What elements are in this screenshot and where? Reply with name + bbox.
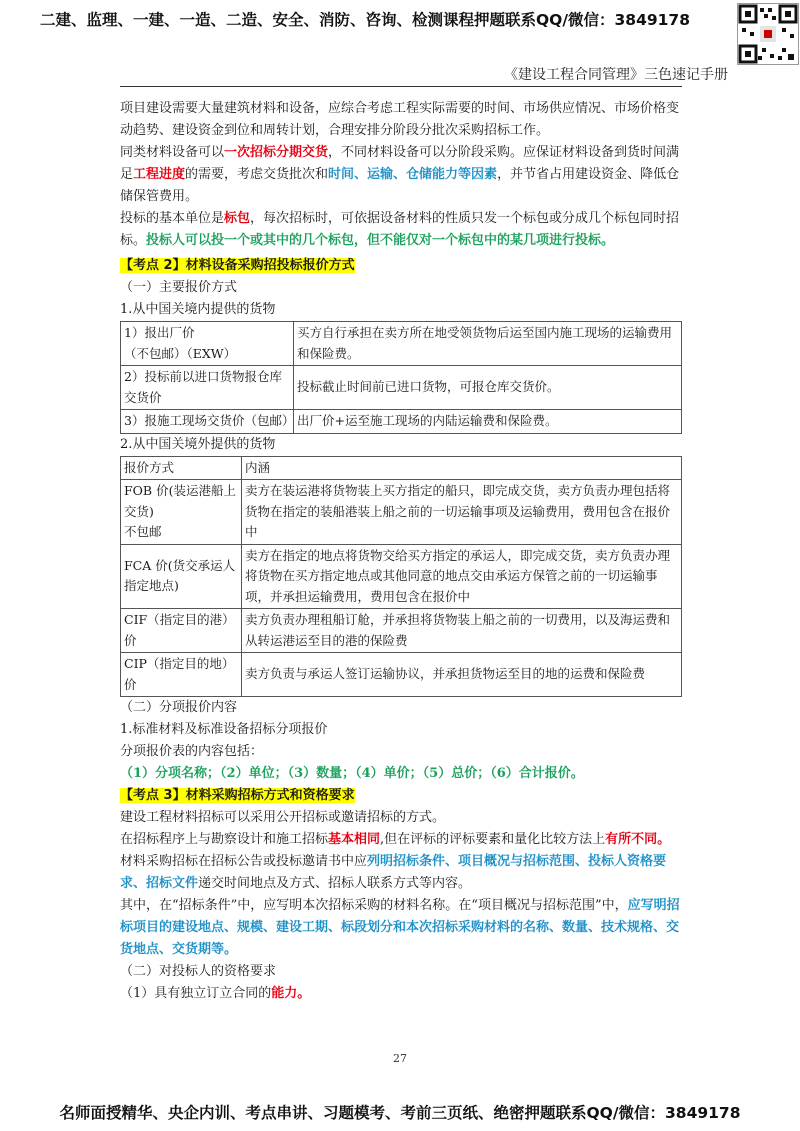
table-cell: FOB 价(装运港船上交货) 不包邮	[121, 480, 242, 545]
table-cell: 1）报出厂价 （不包邮）（EXW）	[121, 322, 294, 366]
page-number: 27	[393, 1052, 407, 1065]
table-cell: 3）报施工现场交货价（包邮）	[121, 410, 294, 434]
subheading-itemized-quote: （二）分项报价内容	[120, 700, 238, 715]
section-heading-3: 【考点 3】材料采购招标方式和资格要求	[120, 788, 355, 803]
table-cell: 2）投标前以进口货物报仓库交货价	[121, 366, 294, 410]
foreign-quote-table	[120, 456, 682, 698]
page-content	[120, 98, 682, 1005]
table-row	[121, 410, 682, 434]
table-header-cell: 报价方式	[121, 456, 242, 480]
table-cell: 出厂价+运至施工现场的内陆运输费和保险费。	[294, 410, 682, 434]
table-cell: CIP（指定目的地）价	[121, 653, 242, 697]
subsection-domestic-goods: 1.从中国关境内提供的货物	[120, 302, 276, 317]
table-row	[121, 653, 682, 697]
table-cell: CIF（指定目的港）价	[121, 609, 242, 653]
table-cell: 买方自行承担在卖方所在地受领货物后运至国内施工现场的运输费用和保险费。	[294, 322, 682, 366]
paragraph-tender-methods: 建设工程材料招标可以采用公开招标或邀请招标的方式。	[120, 810, 446, 825]
table-cell: 卖方负责办理租船订舱，并承担将货物装上船之前的一切费用，以及海运费和从转运港运至目的港的保险费	[242, 609, 682, 653]
table-cell: 投标截止时间前已进口货物，可报仓库交货价。	[294, 366, 682, 410]
item-independent-contract-capacity: （1）具有独立订立合同的能力。	[120, 986, 311, 1001]
qr-code-icon	[737, 3, 799, 65]
paragraph-tender-conditions: 其中，在“招标条件”中，应写明本次招标采购的材料名称。在“项目概况与招标范围”中，应写明招标项目的建设地点、规模、建设工期、标段划分和本次招标采购材料的名称、数量、技术规格、交货地点、交货期等。	[120, 898, 680, 957]
table-row	[121, 322, 682, 366]
subheading-main-quote-methods: （一）主要报价方式	[120, 280, 238, 295]
table-row	[121, 366, 682, 410]
paragraph-announcement-contents: 材料采购招标在招标公告或投标邀请书中应列明招标条件、项目概况与招标范围、投标人资格要求、招标文件递交时间地点及方式、招标人联系方式等内容。	[120, 854, 667, 891]
table-header-row	[121, 456, 682, 480]
paragraph-procurement-plan: 项目建设需要大量建筑材料和设备，应综合考虑工程实际需要的时间、市场供应情况、市场价格变动趋势、建设资金到位和周转计划，合理安排分阶段分批次采购招标工作。	[120, 101, 680, 138]
item-quote-table-contents: 分项报价表的内容包括：	[120, 744, 264, 759]
table-cell: 卖方在装运港将货物装上买方指定的船只，即完成交货，卖方负责办理包括将货物在指定的装船港装上船之前的一切运输事项及运输费用，费用包含在报价中	[242, 480, 682, 545]
book-title: 《建设工程合同管理》三色速记手册	[504, 67, 728, 83]
table-row	[121, 609, 682, 653]
table-header-cell: 内涵	[242, 456, 682, 480]
table-cell: 卖方在指定的地点将货物交给买方指定的承运人，即完成交货，卖方负责办理将货物在买方指定地点或其他同意的地点交由承运方保管之前的一切运输事项，并承担运输费用，费用包含在报价中	[242, 544, 682, 609]
top-contact-banner: 二建、监理、一建、一造、二造、安全、消防、咨询、检测课程押题联系QQ/微信：3849178	[39, 11, 690, 29]
paragraph-bid-package: 投标的基本单位是标包，每次招标时，可依据设备材料的性质只发一个标包或分成几个标包同时招标。投标人可以投一个或其中的几个标包，但不能仅对一个标包中的某几项进行投标。	[120, 211, 680, 248]
subsection-foreign-goods: 2.从中国关境外提供的货物	[120, 436, 276, 452]
table-row	[121, 480, 682, 545]
section-heading-2: 【考点 2】材料设备采购招投标报价方式	[120, 258, 355, 273]
domestic-quote-table	[120, 321, 682, 434]
item-quote-fields-list: （1）分项名称；（2）单位；（3）数量；（4）单价；（5）总价；（6）合计报价。	[120, 766, 584, 781]
header-divider	[120, 86, 682, 87]
paragraph-batch-delivery: 同类材料设备可以一次招标分期交货，不同材料设备可以分阶段采购。应保证材料设备到货时间满足工程进度的需要，考虑交货批次和时间、运输、仓储能力等因素，并节省占用建设资金、降低仓储保管费用。	[120, 145, 680, 204]
table-cell: FCA 价(货交承运人指定地点)	[121, 544, 242, 609]
paragraph-procedure-comparison: 在招标程序上与勘察设计和施工招标基本相同,但在评标的评标要素和量化比较方法上有所不同。	[120, 832, 671, 847]
subheading-bidder-qualification: （二）对投标人的资格要求	[120, 964, 277, 979]
table-cell: 卖方负责与承运人签订运输协议，并承担货物运至目的地的运费和保险费	[242, 653, 682, 697]
bottom-contact-banner: 名师面授精华、央企内训、考点串讲、习题模考、考前三页纸、绝密押题联系QQ/微信：3849178	[59, 1104, 741, 1122]
table-row	[121, 544, 682, 609]
item-standard-materials: 1.标准材料及标准设备招标分项报价	[120, 722, 328, 737]
